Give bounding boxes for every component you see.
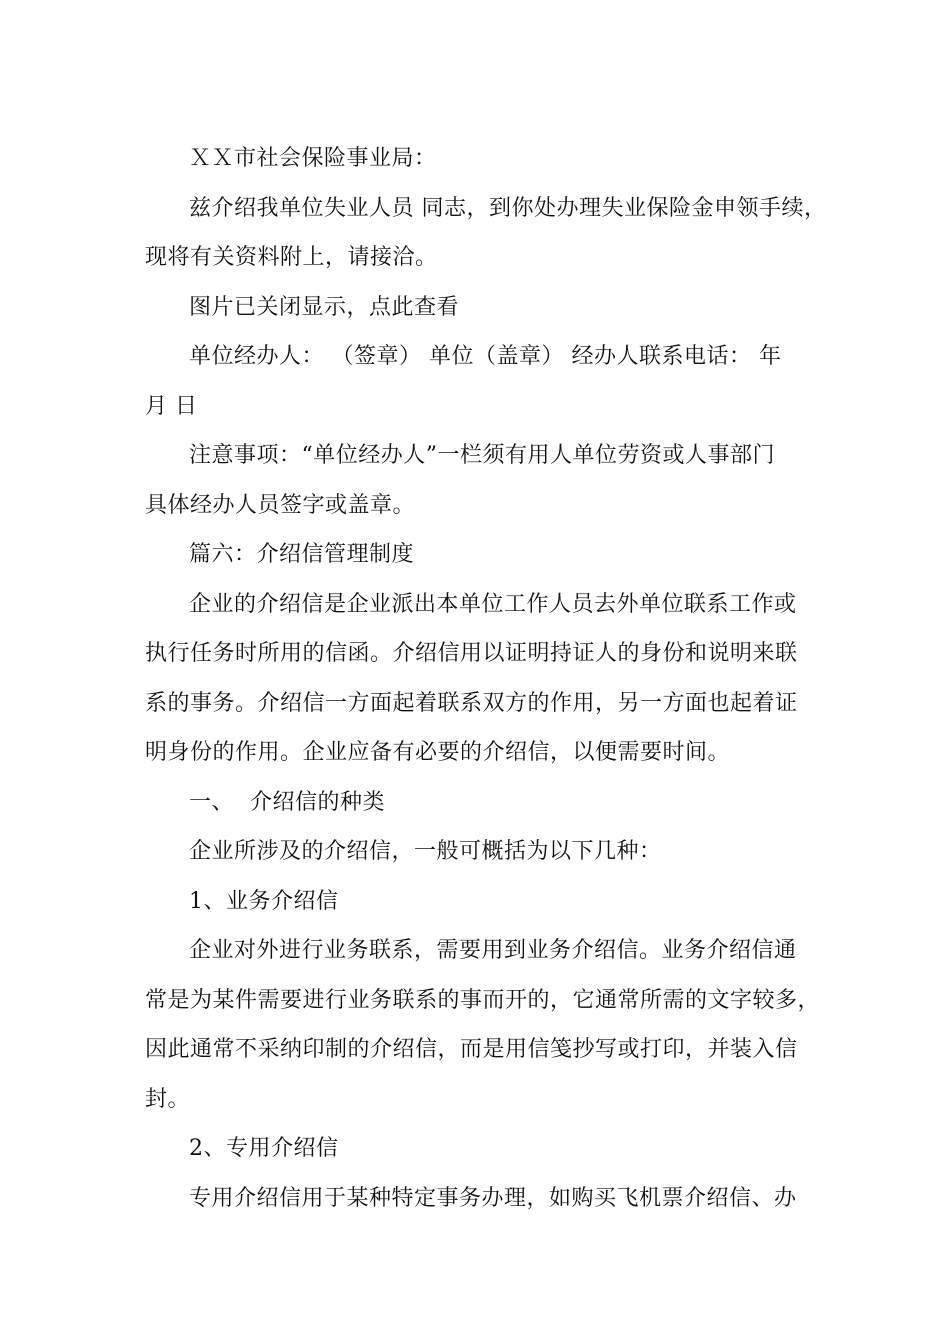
overview-line-3: 系的事务。介绍信一方面起着联系双方的作用，另一方面也起着证 <box>145 690 798 716</box>
business-line-4: 封。 <box>145 1086 191 1112</box>
overview-line-4: 明身份的作用。企业应备有必要的介绍信，以便需要时间。 <box>145 740 731 765</box>
image-hidden-link[interactable]: 图片已关闭显示，点此查看 <box>189 294 460 320</box>
note-line-2: 具体经办人员签字或盖章。 <box>145 492 416 518</box>
types-intro: 企业所涉及的介绍信，一般可概括为以下几种： <box>189 839 662 864</box>
overview-line-2: 执行任务时所用的信函。介绍信用以证明持证人的身份和说明来联 <box>145 641 798 666</box>
heading-one-text: 介绍信的种类 <box>250 789 386 815</box>
heading-one <box>145 778 810 828</box>
business-line-3: 因此通常不采纳印制的介绍信，而是用信笺抄写或打印，并装入信 <box>145 1037 798 1062</box>
intro-line-1: 兹介绍我单位失业人员 同志，到你处办理失业保险金申领手续， <box>189 195 827 221</box>
business-letter-title: 1、业务介绍信 <box>189 888 339 914</box>
note-line-1: 注意事项：“单位经办人”一栏须有用人单位劳资或人事部门 <box>189 443 775 468</box>
business-line-1: 企业对外进行业务联系，需要用到业务介绍信。业务介绍信通 <box>189 938 797 963</box>
intro-line-2: 现将有关资料附上，请接洽。 <box>145 245 438 270</box>
heading-one-number: 一、 <box>189 789 235 815</box>
document-body <box>145 134 827 1223</box>
signature-line-2: 月 日 <box>145 393 198 419</box>
special-line-1: 专用介绍信用于某种特定事务办理，如购买飞机票介绍信、办 <box>189 1185 797 1211</box>
section-title: 篇六：介绍信管理制度 <box>189 542 415 567</box>
business-line-2: 常是为某件需要进行业务联系的事而开的，它通常所需的文字较多， <box>145 987 821 1013</box>
recipient-line: ＸＸ市社会保险事业局： <box>189 146 437 171</box>
signature-line-1: 单位经办人： （签章） 单位（盖章） 经办人联系电话： 年 <box>189 344 782 369</box>
special-letter-title: 2、专用介绍信 <box>189 1136 339 1161</box>
overview-line-1: 企业的介绍信是企业派出本单位工作人员去外单位联系工作或 <box>189 591 797 617</box>
